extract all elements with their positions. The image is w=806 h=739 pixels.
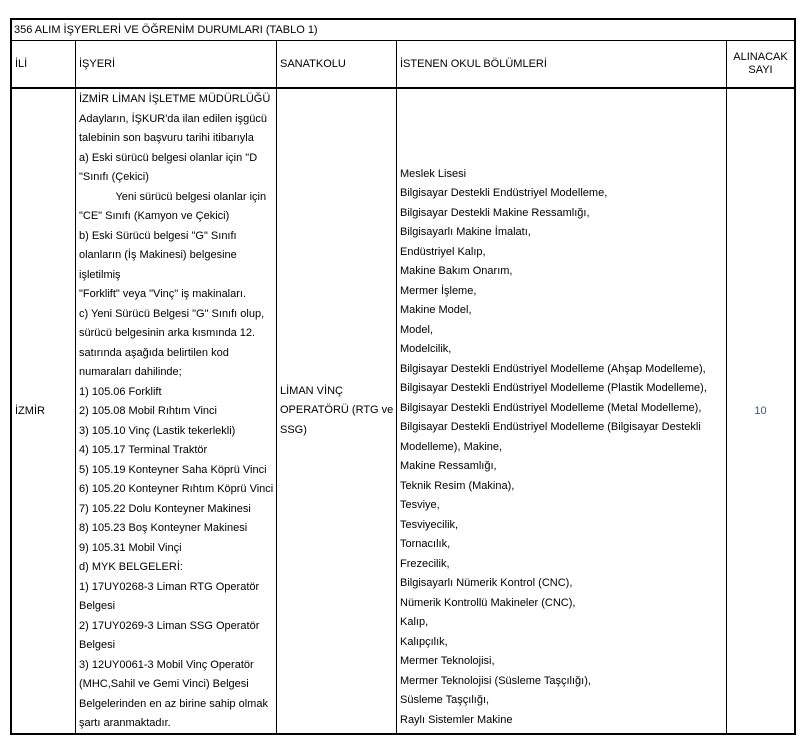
table-title <box>12 20 794 41</box>
column-header-ili: İLİ <box>15 57 28 70</box>
text-line: Belgesi <box>79 600 116 612</box>
cell-ili <box>12 89 75 733</box>
text-line: Tornacılık, <box>400 538 451 550</box>
text-line: 7) 105.22 Dolu Konteyner Makinesi <box>79 502 251 515</box>
text-line: Modelcilik, <box>400 343 452 355</box>
text-line: Belgesi <box>79 639 116 651</box>
alim-table <box>10 18 796 735</box>
text-line: Bilgisayar Destekli Endüstriyel Modelleme (Bilgisayar Destekli <box>400 421 701 433</box>
text-line: Nümerik Kontrollü Makineler (CNC), <box>400 596 576 609</box>
text-line: Bilgisayar Destekli Endüstriyel Modelleme (Plastik Modelleme), <box>400 382 707 394</box>
text-line: olanların (İş Makinesi) belgesine <box>79 249 237 261</box>
cell-sanatkolu <box>276 89 396 733</box>
text-line: Mermer Teknolojisi (Süsleme Taşçılığı), <box>400 674 591 687</box>
text-line: Endüstriyel Kalıp, <box>400 245 486 258</box>
text-line: Mermer İşleme, <box>400 284 477 297</box>
text-line: Makine Bakım Onarım, <box>400 265 513 277</box>
text-line: Teknik Resim (Makina), <box>400 479 515 492</box>
text-line: "Forklift" veya "Vinç" iş makinaları. <box>79 288 247 300</box>
text-line: İZMİR LİMAN İŞLETME MÜDÜRLÜĞÜ <box>79 93 271 105</box>
text-line: 5) 105.19 Konteyner Saha Köprü Vinci <box>79 463 267 476</box>
cell-istenen-okul-bolumleri <box>396 89 726 733</box>
column-header-istenen-okul-bolumleri: İSTENEN OKUL BÖLÜMLERİ <box>396 41 726 87</box>
text-line: Makine Model, <box>400 304 472 316</box>
text-line: sürücü belgesinin arka kısmında 12. <box>79 327 256 339</box>
text-line: Bilgisayarlı Makine İmalatı, <box>400 226 531 238</box>
table-header-row <box>12 41 794 89</box>
column-header-sanatkolu: SANATKOLU <box>276 41 396 87</box>
text-line: 8) 105.23 Boş Konteyner Makinesi <box>79 522 248 534</box>
text-line: 3) 12UY0061-3 Mobil Vinç Operatör <box>79 658 254 671</box>
text-line: Belgelerinden en az birine sahip olmak <box>79 697 268 710</box>
text-line: talebinin son başvuru tarihi itibarıyla <box>79 132 254 144</box>
text-line: 1) 105.06 Forklift <box>79 385 162 398</box>
text-line: Tesviyecilik, <box>400 518 459 531</box>
column-header-isyeri: İŞYERİ <box>75 41 276 87</box>
text-line: d) MYK BELGELERİ: <box>79 561 183 573</box>
text-line: 3) 105.10 Vinç (Lastik tekerlekli) <box>79 424 236 437</box>
text-line: b) Eski Sürücü belgesi "G" Sınıfı <box>79 229 237 242</box>
text-line: 2) 17UY0269-3 Liman SSG Operatör <box>79 619 260 632</box>
text-line: Tesviye, <box>400 499 440 511</box>
text-line: Yeni sürücü belgesi olanlar için <box>79 190 267 203</box>
text-line: "CE" Sınıfı (Kamyon ve Çekici) <box>79 210 230 222</box>
cell-alinacak-sayi <box>726 89 794 733</box>
text-line: işletilmiş <box>79 268 121 281</box>
text-line: 2) 105.08 Mobil Rıhtım Vinci <box>79 405 217 417</box>
text-line: 4) 105.17 Terminal Traktör <box>79 444 208 456</box>
text-line: Süsleme Taşçılığı, <box>400 694 490 706</box>
text-line: numaraları dahilinde; <box>79 366 182 378</box>
table-title-text: 356 ALIM İŞYERLERİ VE ÖĞRENİM DURUMLARI (TABLO 1) <box>14 24 318 36</box>
ili-value: İZMİR <box>15 405 45 417</box>
text-line: Kalıp, <box>400 616 429 628</box>
text-line: Makine Ressamlığı, <box>400 460 497 472</box>
text-line: Frezecilik, <box>400 557 450 570</box>
text-line: Mermer Teknolojisi, <box>400 655 495 667</box>
text-line: Modelleme), Makine, <box>400 440 503 453</box>
text-line: Bilgisayar Destekli Makine Ressamlığı, <box>400 206 590 219</box>
table-row <box>12 89 794 733</box>
text-line: satırında aşağıda belirtilen kod <box>79 346 229 359</box>
cell-isyeri <box>75 89 276 733</box>
text-line: 9) 105.31 Mobil Vinçi <box>79 541 182 554</box>
text-line: Bilgisayar Destekli Endüstriyel Modelleme, <box>400 187 608 199</box>
text-line: Raylı Sistemler Makine <box>400 713 513 726</box>
sanatkolu-value: LİMAN VİNÇ OPERATÖRÜ (RTG ve SSG) <box>280 384 394 436</box>
text-line: c) Yeni Sürücü Belgesi "G" Sınıfı olup, <box>79 307 265 320</box>
text-line: "Sınıfı (Çekici) <box>79 171 149 183</box>
text-line: şartı aranmaktadır. <box>79 717 171 729</box>
text-line: (MHC,Sahil ve Gemi Vinci) Belgesi <box>79 678 249 690</box>
text-line: Bilgisayarlı Nümerik Kontrol (CNC), <box>400 577 573 589</box>
text-line: Bilgisayar Destekli Endüstriyel Modelleme (Ahşap Modelleme), <box>400 362 706 375</box>
column-header-alinacak-sayi: ALINACAK SAYI <box>726 41 794 87</box>
text-line: Bilgisayar Destekli Endüstriyel Modelleme (Metal Modelleme), <box>400 401 702 414</box>
text-line: Adayların, İŞKUR'da ilan edilen işgücü <box>79 112 267 125</box>
text-line: 6) 105.20 Konteyner Rıhtım Köprü Vinci <box>79 483 274 495</box>
alinacak-sayi-value: 10 <box>754 405 767 417</box>
text-line: a) Eski sürücü belgesi olanlar için "D <box>79 151 258 164</box>
text-line: 1) 17UY0268-3 Liman RTG Operatör <box>79 580 260 593</box>
text-line: Kalıpçılık, <box>400 635 448 648</box>
text-line: Meslek Lisesi <box>400 167 467 180</box>
text-line: Model, <box>400 323 434 336</box>
